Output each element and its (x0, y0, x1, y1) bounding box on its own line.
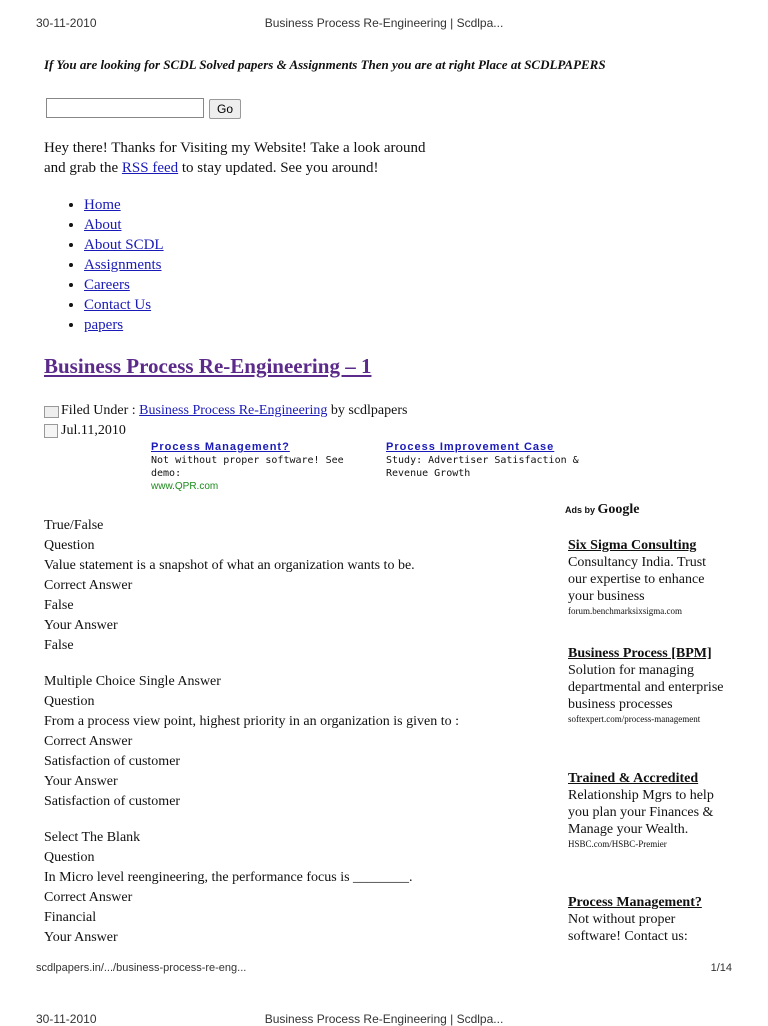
post-title-link[interactable]: Business Process Re-Engineering – 1 (44, 354, 372, 378)
top-ad-2 (386, 441, 626, 480)
print-title: Business Process Re-Engineering | Scdlpa... (264, 1012, 504, 1026)
rss-feed-link[interactable]: RSS feed (121, 160, 179, 176)
print-title: Business Process Re-Engineering | Scdlpa... (264, 16, 504, 30)
your-answer: False (44, 638, 74, 653)
question-block (44, 672, 524, 812)
nav-item (84, 275, 164, 295)
question-label: Question (44, 850, 95, 865)
calendar-icon (44, 424, 58, 438)
correct-answer-label: Correct Answer (44, 734, 133, 749)
question-block (44, 828, 524, 948)
page-number: 1/14 (710, 962, 732, 974)
footer-url: scdlpapers.in/.../business-process-re-eng... (36, 962, 247, 974)
nav-link-papers[interactable]: papers (84, 317, 124, 333)
side-ad-text: Relationship Mgrs to help you plan your Finances & Manage your Wealth. (568, 788, 714, 837)
search-input[interactable] (46, 98, 204, 118)
page-header (36, 16, 732, 32)
side-ad (568, 645, 728, 725)
nav-link-about[interactable]: About (84, 217, 122, 233)
correct-answer-label: Correct Answer (44, 578, 133, 593)
question-type: True/False (44, 518, 104, 533)
go-button[interactable]: Go (209, 99, 241, 119)
post-author: by scdlpapers (327, 403, 408, 418)
top-ad-1 (151, 441, 376, 493)
search-form (46, 98, 233, 118)
nav-link-home[interactable]: Home (84, 197, 121, 213)
page-footer (36, 962, 732, 974)
your-answer-label: Your Answer (44, 618, 118, 633)
top-ad-title[interactable]: Process Improvement Case (386, 441, 555, 453)
nav-item (84, 315, 164, 335)
site-tagline: If You are looking for SCDL Solved papers & Assignments Then you are at right Place at SCDLPAPERS (44, 57, 606, 72)
intro-post: to stay updated. See you around! (178, 160, 379, 176)
nav-item (84, 295, 164, 315)
top-ad-text: Not without proper software! See demo: (151, 455, 344, 479)
side-ad-title[interactable]: Process Management? (568, 895, 702, 910)
nav-link-about-scdl[interactable]: About SCDL (84, 237, 164, 253)
top-ad-text: Study: Advertiser Satisfaction & Revenue Growth (386, 455, 579, 479)
nav-link-careers[interactable]: Careers (84, 277, 130, 293)
date-row (44, 421, 407, 441)
question-text: In Micro level reengineering, the performance focus is ________. (44, 870, 413, 885)
intro-line1: Hey there! Thanks for Visiting my Website! Take a look around (44, 140, 426, 156)
nav-item (84, 195, 164, 215)
question-type: Select The Blank (44, 830, 141, 845)
correct-answer: Financial (44, 910, 97, 925)
question-label: Question (44, 538, 95, 553)
side-ad-text: Solution for managing departmental and enterprise business processes (568, 663, 724, 712)
filed-under-row (44, 401, 407, 421)
post-title (44, 354, 371, 379)
nav-item (84, 215, 164, 235)
side-ad-text: Consultancy India. Trust our expertise to enhance your business (568, 555, 707, 604)
nav-link-assignments[interactable]: Assignments (84, 257, 162, 273)
side-ad-text: Not without proper software! Contact us: (568, 912, 688, 944)
side-ad (568, 894, 728, 945)
question-type: Multiple Choice Single Answer (44, 674, 221, 689)
ads-by-google[interactable] (565, 502, 640, 518)
top-ad-title[interactable]: Process Management? (151, 441, 290, 453)
print-date: 30-11-2010 (36, 1012, 97, 1026)
google-logo: Google (597, 502, 640, 517)
category-link[interactable]: Business Process Re-Engineering (139, 403, 328, 418)
question-text: From a process view point, highest priority in an organization is given to : (44, 714, 460, 729)
your-answer: Satisfaction of customer (44, 794, 181, 809)
side-ad-url[interactable]: forum.benchmarksixsigma.com (568, 606, 682, 616)
your-answer-label: Your Answer (44, 930, 118, 945)
nav-menu (44, 195, 164, 335)
side-ad (568, 770, 728, 850)
side-ad-title[interactable]: Business Process [BPM] (568, 646, 712, 661)
print-date: 30-11-2010 (36, 16, 97, 30)
your-answer-label: Your Answer (44, 774, 118, 789)
filed-label: Filed Under : (61, 403, 140, 418)
correct-answer: Satisfaction of customer (44, 754, 181, 769)
nav-item (84, 235, 164, 255)
folder-icon (44, 406, 59, 418)
nav-link-contact[interactable]: Contact Us (84, 297, 152, 313)
nav-item (84, 255, 164, 275)
side-ad-title[interactable]: Trained & Accredited (568, 771, 699, 786)
question-block (44, 516, 524, 656)
question-label: Question (44, 694, 95, 709)
side-ad-url[interactable]: softexpert.com/process-management (568, 714, 701, 724)
side-ad-title[interactable]: Six Sigma Consulting (568, 538, 697, 553)
intro-text (44, 138, 464, 178)
intro-pre: and grab the (44, 160, 122, 176)
correct-answer-label: Correct Answer (44, 890, 133, 905)
quiz-content (44, 516, 524, 964)
question-text: Value statement is a snapshot of what an organization wants to be. (44, 558, 415, 573)
post-meta (44, 401, 407, 441)
top-ad-url[interactable]: www.QPR.com (151, 481, 219, 492)
correct-answer: False (44, 598, 74, 613)
post-date: Jul.11,2010 (61, 423, 126, 438)
side-ad (568, 537, 728, 617)
ads-by-label: Ads by (565, 505, 596, 515)
side-ad-url[interactable]: HSBC.com/HSBC-Premier (568, 839, 667, 849)
